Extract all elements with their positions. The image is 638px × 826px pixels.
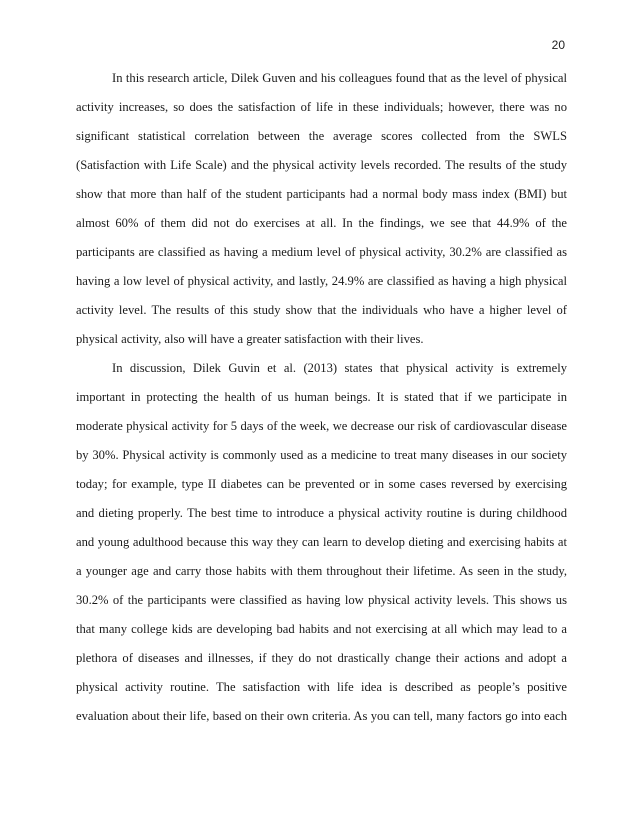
text-line: physical activity, also will have a greater satisfaction with their lives. (76, 332, 424, 346)
paragraph-2 (76, 354, 567, 731)
text-line: activity level. The results of this study show that the individuals who have a higher level of (76, 303, 567, 317)
text-line: 30.2% of the participants were classified as having low physical activity levels. This shows us (76, 593, 567, 607)
text-line: (Satisfaction with Life Scale) and the physical activity levels recorded. The results of the study (76, 158, 567, 172)
text-line: and dieting properly. The best time to introduce a physical activity routine is during childhood (76, 506, 567, 520)
text-line: by 30%. Physical activity is commonly used as a medicine to treat many diseases in our society (76, 448, 567, 462)
text-line: today; for example, type II diabetes can be prevented or in some cases reversed by exercising (76, 477, 567, 491)
text-line: having a low level of physical activity, and lastly, 24.9% are classified as having a high physical (76, 274, 567, 288)
text-line: almost 60% of them did not do exercises at all. In the findings, we see that 44.9% of the (76, 216, 567, 230)
text-line: that many college kids are developing bad habits and not exercising at all which may lead to a (76, 622, 567, 636)
text-line: moderate physical activity for 5 days of the week, we decrease our risk of cardiovascular disease (76, 419, 567, 433)
text-line: plethora of diseases and illnesses, if they do not drastically change their actions and adopt a (76, 651, 567, 665)
text-line: In this research article, Dilek Guven and his colleagues found that as the level of physical (112, 71, 567, 85)
body-text (76, 64, 567, 731)
text-line: significant statistical correlation between the average scores collected from the SWLS (76, 129, 567, 143)
paragraph-1 (76, 64, 567, 354)
text-line: evaluation about their life, based on their own criteria. As you can tell, many factors go into each (76, 709, 567, 723)
text-line: participants are classified as having a medium level of physical activity, 30.2% are classified as (76, 245, 567, 259)
text-line: activity increases, so does the satisfaction of life in these individuals; however, there was no (76, 100, 567, 114)
text-line: and young adulthood because this way they can learn to develop dieting and exercising habits at (76, 535, 567, 549)
page-number: 20 (551, 38, 565, 52)
text-line: physical activity routine. The satisfaction with life idea is described as people’s positive (76, 680, 567, 694)
text-line: In discussion, Dilek Guvin et al. (2013) states that physical activity is extremely (112, 361, 567, 375)
text-line: important in protecting the health of us human beings. It is stated that if we participate in (76, 390, 567, 404)
text-line: a younger age and carry those habits with them throughout their lifetime. As seen in the study, (76, 564, 567, 578)
text-line: show that more than half of the student participants had a normal body mass index (BMI) but (76, 187, 567, 201)
